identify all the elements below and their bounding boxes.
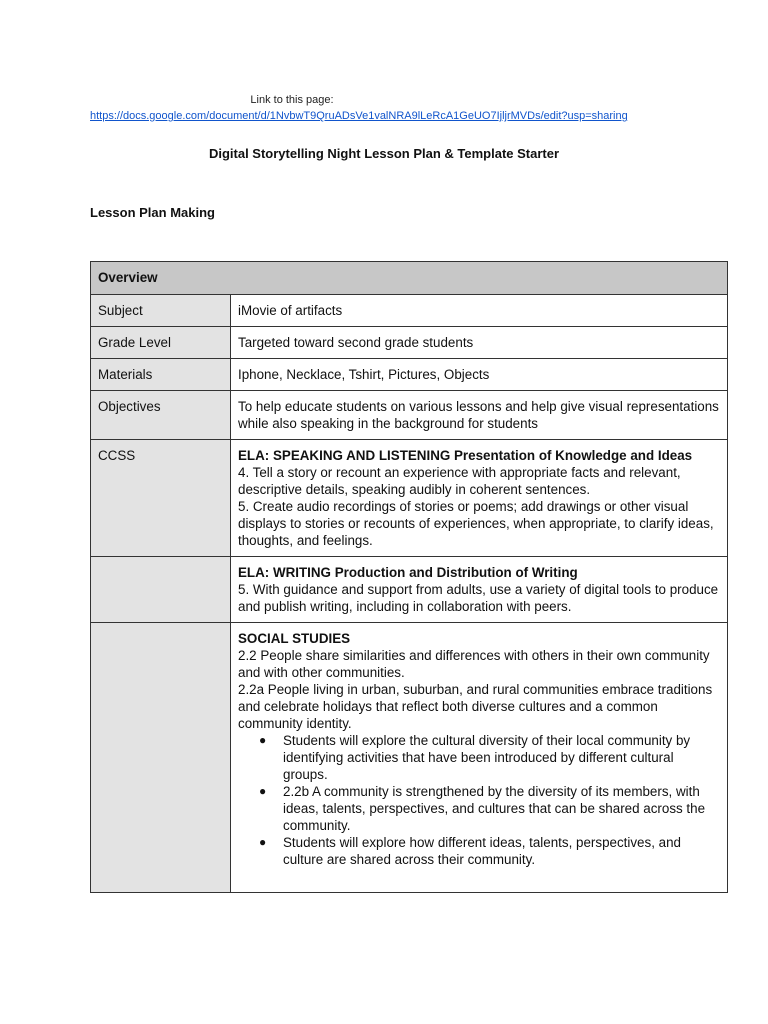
section-heading: Lesson Plan Making [90,205,215,220]
table-row [91,391,728,440]
list-item-text: 2.2b A community is strengthened by the diversity of its members, with ideas, talents, perspectives, and cultures that can be shared across the community. [283,784,706,833]
row-label-grade-level: Grade Level [91,327,231,359]
list-item [259,783,720,834]
standard-heading-writing: ELA: WRITING Production and Distribution of Writing [238,565,578,580]
row-label-empty [91,557,231,623]
table-row [91,295,728,327]
table-row [91,327,728,359]
row-label-ccss: CCSS [91,440,231,557]
table-row [91,440,728,557]
link-label: Link to this page: [250,94,334,106]
bullet-icon: ● [259,784,267,798]
table-row [91,557,728,623]
social-studies-cell [231,623,728,893]
lesson-plan-table [90,261,728,893]
table-row [91,359,728,391]
list-item [259,834,720,868]
list-item-text: Students will explore how different ideas, talents, perspectives, and culture are shared across their community. [283,835,681,867]
bullet-icon: ● [259,835,267,849]
standard-heading-social-studies: SOCIAL STUDIES [238,631,351,646]
list-item [259,732,720,783]
row-label-objectives: Objectives [91,391,231,440]
standard-text: 5. With guidance and support from adults, use a variety of digital tools to produce and publish writing, including in collaboration with peers. [238,582,719,614]
standard-text: 4. Tell a story or recount an experience with appropriate facts and relevant, descriptive details, speaking audibly in coherent sentences. [238,465,681,497]
page-title: Digital Storytelling Night Lesson Plan & Template Starter [208,146,560,161]
row-value-materials: Iphone, Necklace, Tshirt, Pictures, Objects [231,359,728,391]
ccss-writing-cell [231,557,728,623]
ccss-speaking-cell [231,440,728,557]
overview-header: Overview [91,262,728,295]
bullet-list [238,732,720,868]
standard-heading-speaking: ELA: SPEAKING AND LISTENING Presentation of Knowledge and Ideas [238,448,693,463]
row-label-empty [91,623,231,893]
document-link[interactable]: https://docs.google.com/document/d/1NvbwT9QruADsVe1valNRA9lLeRcA1GeUO7IjljrMVDs/edit?usp=sharing [90,110,628,122]
row-value-objectives: To help educate students on various lessons and help give visual representations while also speaking in the background for students [231,391,728,440]
list-item-text: Students will explore the cultural diversity of their local community by identifying activities that have been introduced by different cultural groups. [283,733,691,782]
bullet-icon: ● [259,733,267,747]
standard-text: 5. Create audio recordings of stories or poems; add drawings or other visual displays to stories or recounts of experiences, when appropriate, to clarify ideas, thoughts, and feelings. [238,499,714,548]
table-row [91,623,728,893]
table-row [91,262,728,295]
row-label-materials: Materials [91,359,231,391]
row-value-subject: iMovie of artifacts [231,295,728,327]
row-value-grade-level: Targeted toward second grade students [231,327,728,359]
standard-text: 2.2 People share similarities and differences with others in their own community and with other communities. [238,648,710,680]
row-label-subject: Subject [91,295,231,327]
standard-text: 2.2a People living in urban, suburban, and rural communities embrace traditions and celebrate holidays that reflect both diverse cultures and a common community identity. [238,682,713,731]
